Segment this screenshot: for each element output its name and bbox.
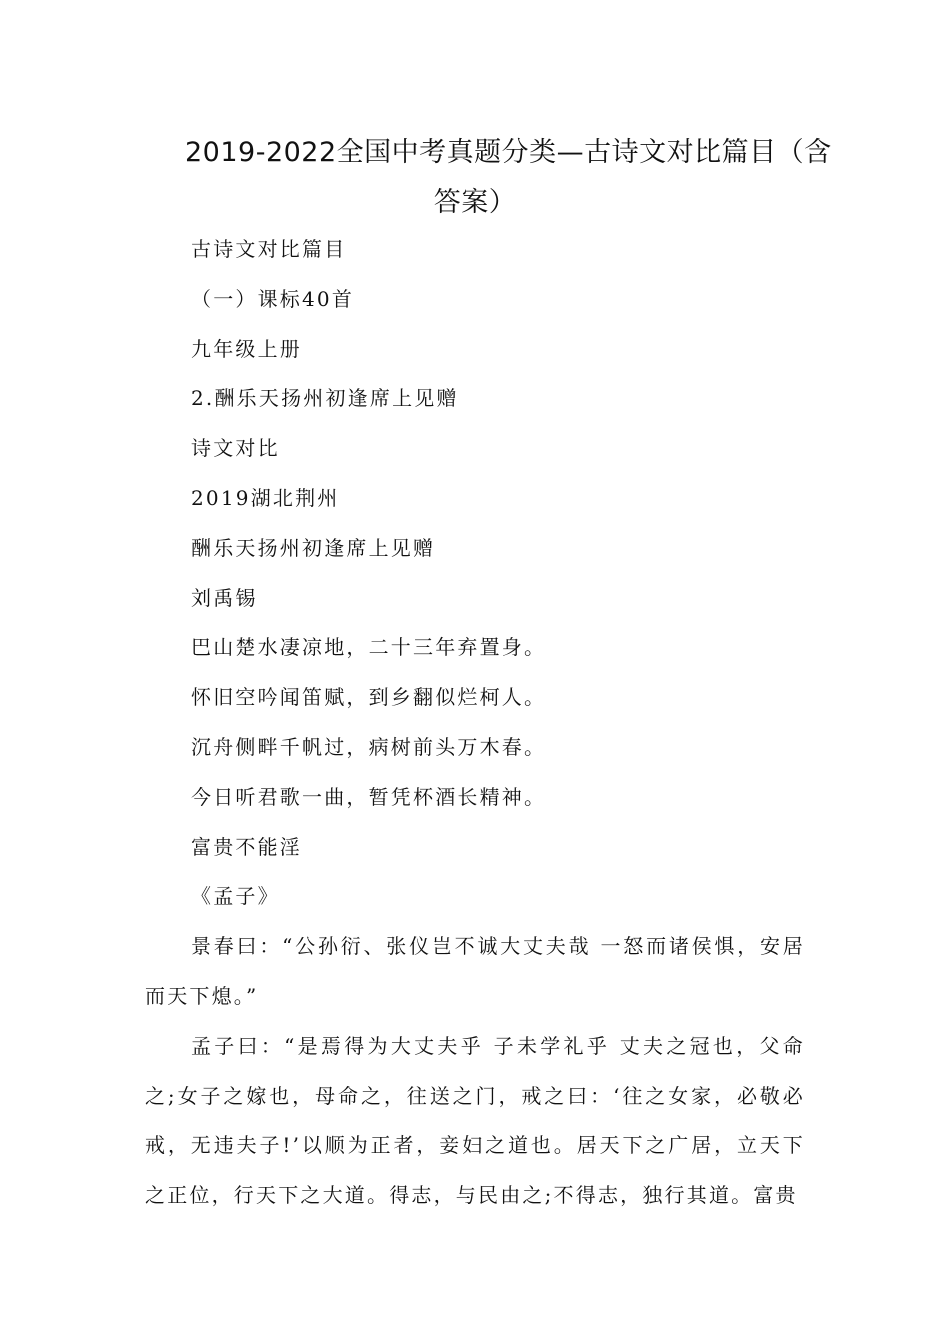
title-line-2: 答案） — [433, 187, 517, 218]
poem-item-heading: 2.酬乐天扬州初逢席上见赠 — [191, 386, 459, 411]
comparison-heading: 诗文对比 — [191, 436, 280, 461]
document-body — [145, 225, 805, 1221]
grade-heading: 九年级上册 — [191, 336, 302, 361]
poem-title: 酬乐天扬州初逢席上见赠 — [191, 535, 436, 560]
prose-paragraph: 孟子曰：“是焉得为大丈夫乎 子未学礼乎 丈夫之冠也，父命之;女子之嫁也，母命之，往送之门，戒之曰：‘往之女家，必敬必戒，无违夫子!’以顺为正者，妾妇之道也。居天下之广居，立天下之正位，行天下之大道。得志，与民由之;不得志，独行其道。富贵 — [145, 1033, 805, 1208]
poem-author: 刘禹锡 — [191, 585, 258, 610]
exam-source: 2019湖北荆州 — [191, 485, 340, 510]
document-title — [145, 128, 832, 228]
title-line-1: 2019-2022全国中考真题分类—古诗文对比篇目（含 — [185, 137, 832, 168]
poem-line: 怀旧空吟闻笛赋，到乡翻似烂柯人。 — [191, 685, 547, 710]
poem-line: 巴山楚水凄凉地，二十三年弃置身。 — [191, 635, 547, 660]
prose-source: 《孟子》 — [191, 884, 280, 909]
prose-title: 富贵不能淫 — [191, 834, 302, 859]
subsection-heading: （一）课标40首 — [191, 286, 355, 311]
poem-line: 今日听君歌一曲，暂凭杯酒长精神。 — [191, 784, 547, 809]
prose-paragraph: 景春曰：“公孙衍、张仪岂不诚大丈夫哉 一怒而诸侯惧，安居而天下熄。” — [145, 934, 805, 1008]
section-heading: 古诗文对比篇目 — [191, 237, 347, 261]
poem-line: 沉舟侧畔千帆过，病树前头万木春。 — [191, 734, 547, 759]
